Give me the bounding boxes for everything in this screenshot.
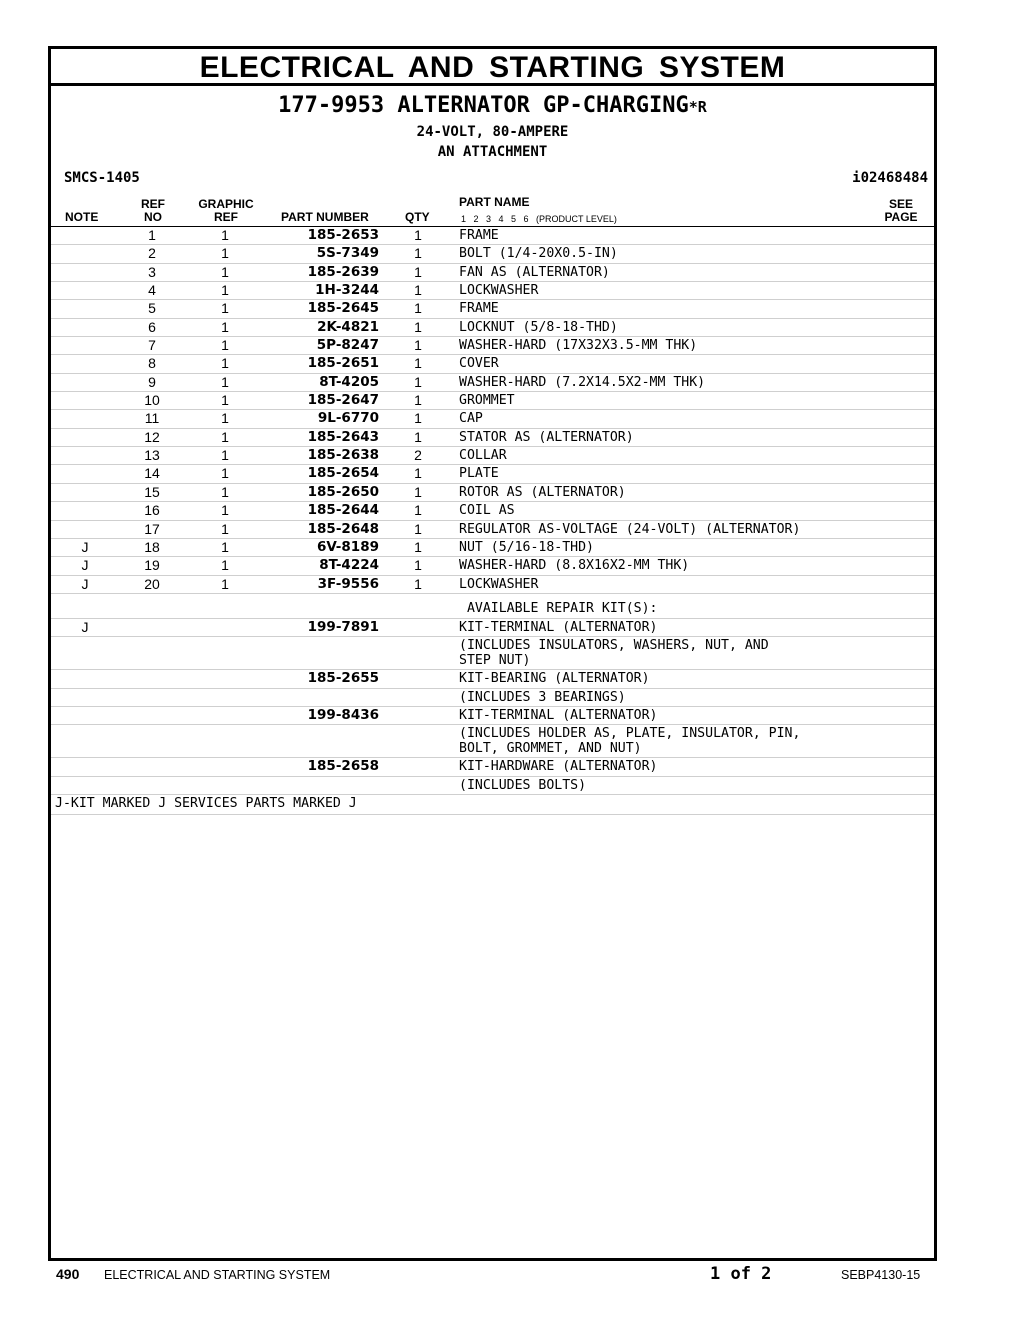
row-part-name: KIT-TERMINAL (ALTERNATOR): [459, 619, 658, 635]
table-row: [51, 484, 934, 502]
row-graphic-ref: 1: [221, 373, 229, 390]
row-part-name: COLLAR: [459, 448, 507, 464]
table-row: [51, 245, 934, 263]
row-ref-no: 15: [144, 483, 160, 500]
col-part-name: PART NAME: [459, 195, 530, 209]
row-qty: 1: [414, 263, 422, 280]
row-part-number: 185-2645: [307, 300, 379, 317]
row-part-name: LOCKWASHER: [459, 576, 539, 592]
row-part-number: 185-2654: [307, 465, 379, 482]
row-qty: 1: [414, 483, 422, 500]
row-part-number: 185-2653: [307, 227, 379, 243]
row-qty: 1: [414, 392, 422, 409]
table-row: [51, 576, 934, 594]
table-row: [51, 429, 934, 447]
row-part-number: 199-7891: [307, 618, 379, 635]
row-graphic-ref: 1: [221, 263, 229, 280]
row-part-name: AVAILABLE REPAIR KIT(S):: [459, 600, 658, 616]
row-part-name: KIT-HARDWARE (ALTERNATOR): [459, 759, 658, 775]
row-part-name: (INCLUDES HOLDER AS, PLATE, INSULATOR, PIN, BOLT, GROMMET, AND NUT): [459, 726, 801, 757]
table-row: [51, 539, 934, 557]
col-see-top: SEE: [888, 197, 913, 211]
row-part-number: 185-2650: [307, 483, 379, 500]
col-ref-top: REF: [141, 197, 165, 211]
row-part-number: 185-2643: [307, 428, 379, 445]
row-qty: 1: [414, 538, 422, 555]
table-row: [51, 557, 934, 575]
col-qty: QTY: [405, 210, 430, 224]
row-ref-no: 20: [144, 575, 160, 592]
row-part-number: 5P-8247: [316, 337, 379, 354]
table-row: [51, 319, 934, 337]
row-part-number: 3F-9556: [317, 575, 379, 592]
row-part-number: 185-2648: [307, 520, 379, 537]
footer-page-number: 490: [56, 1266, 80, 1282]
row-part-number: 185-2655: [307, 670, 379, 687]
row-qty: 1: [414, 282, 422, 299]
row-graphic-ref: 1: [221, 447, 229, 464]
row-part-name: COIL AS: [459, 503, 515, 519]
row-ref-no: 17: [144, 520, 160, 537]
table-row: [51, 637, 934, 670]
row-graphic-ref: 1: [221, 245, 229, 262]
row-part-name: (INCLUDES INSULATORS, WASHERS, NUT, AND STEP NUT): [459, 638, 769, 669]
table-row: [51, 619, 934, 637]
table-row: [51, 300, 934, 318]
row-graphic-ref: 1: [221, 282, 229, 299]
row-qty: 1: [414, 318, 422, 335]
row-part-number: 5S-7349: [316, 245, 379, 262]
row-graphic-ref: 1: [221, 465, 229, 482]
row-part-name: FRAME: [459, 301, 499, 317]
row-part-number: 185-2644: [307, 502, 379, 519]
row-graphic-ref: 1: [221, 318, 229, 335]
table-row: [51, 337, 934, 355]
row-qty: 2: [414, 447, 422, 464]
row-part-name: KIT-BEARING (ALTERNATOR): [459, 671, 650, 687]
row-qty: 1: [414, 410, 422, 427]
row-ref-no: 6: [148, 318, 156, 335]
footer-pager: 1 of 2: [710, 1264, 772, 1284]
row-part-name: STATOR AS (ALTERNATOR): [459, 429, 634, 445]
row-ref-no: 9: [148, 373, 156, 390]
row-part-name: WASHER-HARD (17X32X3.5-MM THK): [459, 338, 698, 354]
section-title: ELECTRICAL AND STARTING SYSTEM: [51, 49, 934, 86]
row-part-name: REGULATOR AS-VOLTAGE (24-VOLT) (ALTERNATOR): [459, 521, 801, 537]
row-note: J: [81, 618, 89, 635]
row-ref-no: 11: [144, 410, 160, 427]
group-subtitle-attachment: AN ATTACHMENT: [437, 144, 548, 160]
col-ref-bottom: NO: [144, 210, 162, 224]
row-ref-no: 4: [148, 282, 156, 299]
row-qty: 1: [414, 557, 422, 574]
table-row: [51, 392, 934, 410]
row-qty: 1: [414, 428, 422, 445]
row-part-name: FAN AS (ALTERNATOR): [459, 264, 610, 280]
row-qty: 1: [414, 520, 422, 537]
page-footer: [0, 1262, 1020, 1292]
table-row: [51, 374, 934, 392]
row-part-number: 9L-6770: [317, 410, 379, 427]
table-row: [51, 465, 934, 483]
row-graphic-ref: 1: [221, 502, 229, 519]
row-ref-no: 16: [144, 502, 160, 519]
col-product-levels: 1 2 3 4 5 6 (PRODUCT LEVEL): [461, 214, 617, 224]
page-frame: [48, 46, 937, 1261]
table-row: [51, 264, 934, 282]
row-qty: 1: [414, 300, 422, 317]
col-see-bottom: PAGE: [884, 210, 918, 224]
row-part-name: LOCKNUT (5/8-18-THD): [459, 319, 618, 335]
table-row: [51, 707, 934, 725]
row-graphic-ref: 1: [221, 337, 229, 354]
row-qty: 1: [414, 373, 422, 390]
row-qty: 1: [414, 575, 422, 592]
row-part-number: 8T-4205: [319, 373, 379, 390]
col-note: NOTE: [65, 210, 99, 224]
table-row: [51, 758, 934, 776]
table-row: [51, 502, 934, 520]
kit-section-header: [51, 594, 934, 619]
row-part-name: WASHER-HARD (7.2X14.5X2-MM THK): [459, 374, 706, 390]
row-qty: 1: [414, 245, 422, 262]
row-ref-no: 2: [148, 245, 156, 262]
row-ref-no: 5: [148, 300, 156, 317]
table-row: [51, 725, 934, 758]
row-part-name: (INCLUDES 3 BEARINGS): [459, 689, 626, 705]
row-ref-no: 14: [144, 465, 160, 482]
row-part-name: KIT-TERMINAL (ALTERNATOR): [459, 707, 658, 723]
table-row: [51, 227, 934, 245]
group-subtitle-voltage: 24-VOLT, 80-AMPERE: [416, 124, 569, 140]
row-part-name: CAP: [459, 411, 483, 427]
row-part-name: PLATE: [459, 466, 499, 482]
row-ref-no: 10: [144, 392, 160, 409]
col-graphic-bottom: REF: [214, 210, 238, 224]
row-part-number: 8T-4224: [319, 557, 379, 574]
row-note: J: [81, 575, 89, 592]
row-ref-no: 13: [144, 447, 160, 464]
row-part-number: 185-2647: [307, 392, 379, 409]
table-row: [51, 447, 934, 465]
row-qty: 1: [414, 502, 422, 519]
row-note: J: [81, 538, 89, 555]
row-part-number: 6V-8189: [316, 538, 379, 555]
footnote: J-KIT MARKED J SERVICES PARTS MARKED J: [55, 796, 357, 812]
footnote-rule: [51, 814, 934, 815]
row-part-name: WASHER-HARD (8.8X16X2-MM THK): [459, 558, 690, 574]
footer-title: ELECTRICAL AND STARTING SYSTEM: [104, 1268, 331, 1282]
table-row: [51, 777, 934, 795]
row-graphic-ref: 1: [221, 575, 229, 592]
row-part-number: 185-2638: [307, 447, 379, 464]
row-graphic-ref: 1: [221, 557, 229, 574]
row-qty: 1: [414, 355, 422, 372]
row-part-name: LOCKWASHER: [459, 283, 539, 299]
col-part-number: PART NUMBER: [281, 210, 369, 224]
row-part-name: (INCLUDES BOLTS): [459, 777, 587, 793]
row-part-name: GROMMET: [459, 393, 515, 409]
table-row: [51, 355, 934, 373]
col-graphic-top: GRAPHIC: [198, 197, 254, 211]
row-graphic-ref: 1: [221, 227, 229, 243]
row-graphic-ref: 1: [221, 483, 229, 500]
table-row: [51, 689, 934, 707]
row-part-name: COVER: [459, 356, 499, 372]
row-part-number: 185-2658: [307, 758, 379, 775]
row-qty: 1: [414, 337, 422, 354]
table-row: [51, 410, 934, 428]
table-header: [51, 194, 934, 227]
row-ref-no: 7: [148, 337, 156, 354]
group-title-text: 177-9953 ALTERNATOR GP-CHARGING: [278, 93, 689, 118]
row-graphic-ref: 1: [221, 410, 229, 427]
row-part-name: NUT (5/16-18-THD): [459, 539, 594, 555]
row-ref-no: 3: [148, 263, 156, 280]
table-row: [51, 670, 934, 688]
row-ref-no: 19: [144, 557, 160, 574]
row-part-number: 199-8436: [307, 706, 379, 723]
row-graphic-ref: 1: [221, 520, 229, 537]
row-graphic-ref: 1: [221, 392, 229, 409]
group-title-suffix: *R: [688, 98, 707, 116]
row-part-number: 185-2651: [307, 355, 379, 372]
row-part-name: BOLT (1/4-20X0.5-IN): [459, 246, 618, 262]
row-part-name: ROTOR AS (ALTERNATOR): [459, 484, 626, 500]
row-qty: 1: [414, 227, 422, 243]
row-part-number: 1H-3244: [315, 282, 379, 299]
footer-doc-number: SEBP4130-15: [841, 1268, 921, 1282]
row-part-number: 2K-4821: [317, 318, 379, 335]
row-graphic-ref: 1: [221, 355, 229, 372]
row-ref-no: 12: [144, 428, 160, 445]
row-part-number: 185-2639: [307, 263, 379, 280]
row-graphic-ref: 1: [221, 428, 229, 445]
row-note: J: [81, 557, 89, 574]
row-ref-no: 1: [148, 227, 156, 243]
parts-table: [51, 227, 934, 795]
row-qty: 1: [414, 465, 422, 482]
table-row: [51, 521, 934, 539]
row-part-name: FRAME: [459, 228, 499, 243]
row-graphic-ref: 1: [221, 300, 229, 317]
smcs-code: SMCS-1405: [64, 170, 140, 186]
row-ref-no: 18: [144, 538, 160, 555]
document-id: i02468484: [852, 170, 928, 186]
row-graphic-ref: 1: [221, 538, 229, 555]
row-ref-no: 8: [148, 355, 156, 372]
table-row: [51, 282, 934, 300]
group-title: [51, 93, 934, 120]
